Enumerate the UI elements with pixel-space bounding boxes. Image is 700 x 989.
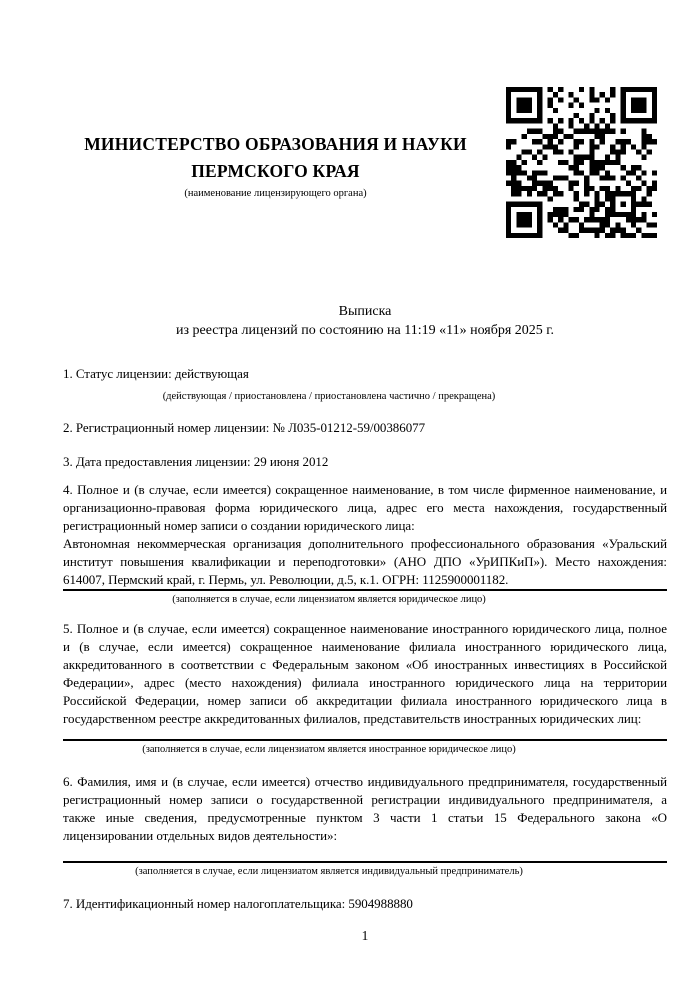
- title-line1: Выписка: [338, 304, 392, 319]
- item-6-line: 6. Фамилия, имя и (в случае, если имеется) отчество индивидуального предпринимателя, государственный: [63, 774, 667, 789]
- item-4-line: 614007, Пермский край, г. Пермь, ул. Революции, д.5, к.1. ОГРН: 1125900001182.: [63, 572, 509, 587]
- page-number: 1: [361, 928, 369, 943]
- item-4-line: институт повышения квалификации и переподготовки» (АНО ДПО «УрИПКиП»). Место нахождения:: [63, 554, 667, 569]
- item-6-line: также иные сведения, предусмотренные пунктом 3 части 1 статьи 15 Федерального закона «О: [63, 810, 667, 825]
- item-4-underline: [63, 589, 667, 591]
- title-line2: из реестра лицензий по состоянию на 11:19 «11» ноября 2025 г.: [176, 323, 554, 338]
- document-title: [63, 302, 667, 340]
- item-4-line: 4. Полное и (в случае, если имеется) сокращенное наименование, в том числе фирменное наименование, и: [63, 482, 667, 497]
- item-1-license-status: [63, 365, 667, 403]
- qr-code: [506, 87, 657, 238]
- ministry-name-line1: МИНИСТЕРСТВО ОБРАЗОВАНИЯ И НАУКИ: [84, 134, 467, 154]
- item-6-entrepreneur-info: [63, 773, 667, 878]
- item-7-taxpayer-number: [63, 895, 667, 913]
- item-5-foreign-entity-info: [63, 620, 667, 756]
- item-4-line: Автономная некоммерческая организация дополнительного профессионального образования «Уральский: [63, 536, 667, 551]
- item-5-line: и (в случае, если имеется) сокращенное наименование филиала иностранного юридического лица,: [63, 639, 667, 654]
- item-4-line: организационно-правовая форма юридического лица, адрес его места нахождения, государственный: [63, 500, 667, 515]
- item-5-line: 5. Полное и (в случае, если имеется) сокращенное наименование иностранного юридического лица, полное: [63, 621, 667, 636]
- item-6-underline: [63, 861, 667, 863]
- item-1-text: 1. Статус лицензии: действующая: [63, 366, 249, 381]
- item-2-text: 2. Регистрационный номер лицензии: № Л035-01212-59/00386077: [63, 420, 426, 435]
- item-5-line: Федерации», адрес (место нахождения) филиала иностранного юридического лица на территории: [63, 675, 667, 690]
- licensing-authority-header: [63, 131, 488, 200]
- ministry-name-line2: ПЕРМСКОГО КРАЯ: [191, 161, 360, 181]
- item-5-form-caption: (заполняется в случае, если лицензиатом является иностранное юридическое лицо): [142, 744, 516, 755]
- item-2-registration-number: [63, 419, 667, 437]
- item-4-form-caption: (заполняется в случае, если лицензиатом является юридическое лицо): [172, 594, 486, 605]
- item-5-line: аккредитованного в соответствии с Федеральным законом «Об иностранных инвестициях в Российской: [63, 657, 667, 672]
- item-3-text: 3. Дата предоставления лицензии: 29 июня 2012: [63, 454, 329, 469]
- item-6-line: регистрационный номер записи о государственной регистрации индивидуального предпринимателя, а: [63, 792, 667, 807]
- item-1-form-caption: (действующая / приостановлена / приостановлена частично / прекращена): [162, 391, 496, 402]
- authority-name-caption: (наименование лицензирующего органа): [184, 188, 367, 199]
- item-6-form-caption: (заполняется в случае, если лицензиатом является индивидуальный предприниматель): [135, 866, 523, 877]
- item-7-text: 7. Идентификационный номер налогоплательщика: 5904988880: [63, 896, 413, 911]
- item-4-legal-entity-info: [63, 481, 667, 606]
- item-6-line: лицензировании отдельных видов деятельности»:: [63, 828, 338, 843]
- item-5-underline: [63, 739, 667, 741]
- item-3-license-date: [63, 453, 667, 471]
- item-5-line: Российской Федерации, номер записи об аккредитации филиала иностранного юридического лица в: [63, 693, 667, 708]
- item-4-line: регистрационный номер записи о создании юридического лица:: [63, 518, 415, 533]
- item-5-line: государственном реестре аккредитованных филиалов, представительств иностранных юридических лиц:: [63, 711, 642, 726]
